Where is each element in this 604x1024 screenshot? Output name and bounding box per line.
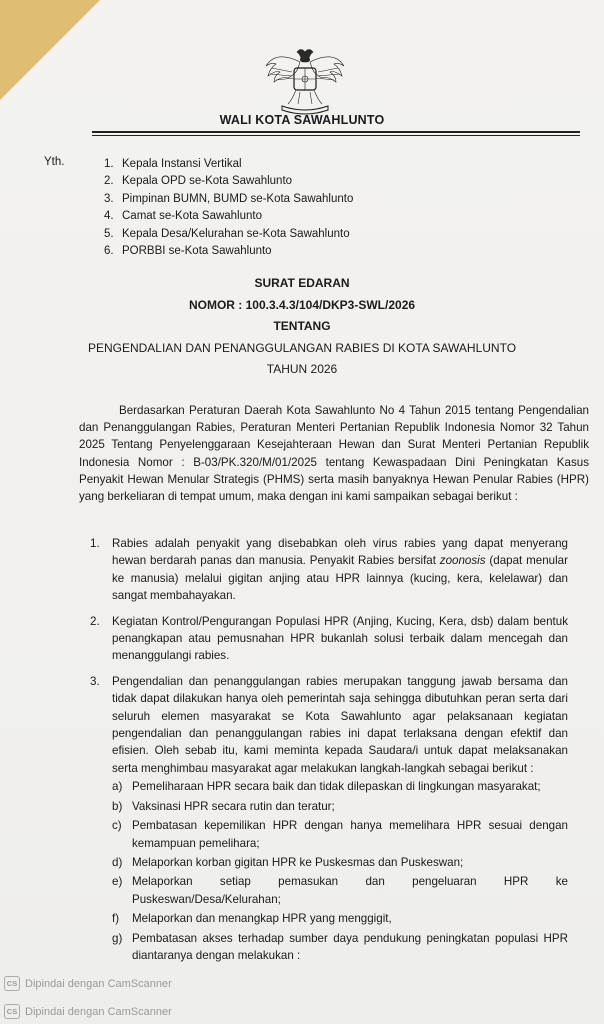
list-item-text: Kepala Desa/Kelurahan se-Kota Sawahlunto — [122, 227, 350, 240]
sub-list-letter: c) — [112, 819, 122, 833]
list-item-number: 5. — [104, 227, 114, 240]
sub-list-letter: g) — [112, 931, 123, 945]
document-number: NOMOR : 100.3.4.3/104/DKP3-SWL/2026 — [188, 298, 416, 312]
list-item-body — [112, 673, 568, 967]
sub-list-letter: f) — [112, 912, 120, 926]
list-item — [90, 673, 568, 967]
list-item — [90, 535, 568, 605]
camscanner-watermark — [4, 976, 172, 991]
list-item-number: 2. — [90, 614, 100, 628]
points-list — [90, 535, 568, 974]
intro-text: Berdasarkan Peraturan Daerah Kota Sawahlunto No 4 Tahun 2015 tentang Pengendalian dan Penanggulangan Rabies, Peraturan Menteri Pertanian Republik Indonesia Nomor 32 Tahun 2025 Tentang Penyelenggaraan Kesejahteraan Hewan dan Surat Menteri Pertanian Republik Indonesia Nomor : B-03/PK.320/M/01/2025 tentang Kewaspadaan Dini Peningkatan Kasus Penyakit Hewan Menular Strategis (PHMS) serta masih banyaknya Hewan Penular Rabies (HPR) yang berkeliaran di tempat umum, maka dengan ini kami sampaikan sebagai berikut : — [79, 404, 589, 504]
camscanner-icon: CS — [4, 976, 20, 991]
list-item — [104, 226, 353, 243]
list-item-number: 3. — [90, 674, 100, 688]
sub-list-letter: a) — [112, 780, 123, 794]
list-item-text: Rabies adalah penyakit yang disebabkan oleh virus rabies yang dapat menyerang hewan berdarah panas dan manusia. Penyakit Rabies bersifat zoonosis (dapat menular ke manusia) melalui gigitan anjing atau HPR lainnya (kucing, kera, kelelawar) dan sangat membahayakan. — [112, 537, 568, 603]
list-item — [104, 243, 353, 260]
list-item-text: Kepala Instansi Vertikal — [122, 158, 242, 170]
intro-paragraph — [79, 402, 589, 505]
sub-list-text: Pembatasan akses terhadap sumber daya pendukung peningkatan populasi HPR diantaranya dengan melakukan : — [132, 931, 568, 962]
sub-list-text: Pembatasan kepemilikan HPR dengan hanya memelihara HPR sesuai dengan kemampuan pemelihara; — [132, 819, 568, 850]
letterhead-title: WALI KOTA SAWAHLUNTO — [219, 113, 385, 127]
sub-list-text: Melaporkan korban gigitan HPR ke Puskesmas dan Puskeswan; — [132, 855, 464, 869]
list-item-text: Pimpinan BUMN, BUMD se-Kota Sawahlunto — [122, 192, 354, 205]
document-about: TENTANG — [273, 319, 331, 333]
watermark-text: Dipindai dengan CamScanner — [25, 977, 172, 990]
list-item-text: PORBBI se-Kota Sawahlunto — [122, 245, 272, 258]
sub-list-letter: b) — [112, 799, 123, 813]
sub-list-item — [112, 778, 568, 795]
sub-list-item — [112, 854, 568, 871]
list-item-text: Camat se-Kota Sawahlunto — [122, 210, 262, 223]
letterhead-rule-thin — [92, 135, 580, 136]
sub-list-text: Pemeliharaan HPR secara baik dan tidak dilepaskan di lingkungan masyarakat; — [132, 780, 541, 794]
sub-list-text: Melaporkan setiap pemasukan dan pengeluaran HPR ke Puskeswan/Desa/Kelurahan; — [132, 875, 568, 906]
list-item-number: 6. — [104, 245, 114, 258]
recipient-prefix: Yth. — [44, 156, 65, 168]
sub-list-item — [112, 873, 568, 908]
list-item — [90, 613, 568, 665]
sub-list-letter: e) — [112, 875, 123, 889]
list-item-number: 2. — [104, 175, 114, 188]
list-item-number: 1. — [90, 537, 100, 550]
camscanner-watermark — [4, 1004, 172, 1019]
document-type: SURAT EDARAN — [254, 276, 350, 290]
list-item-number: 4. — [104, 210, 114, 223]
watermark-text: Dipindai dengan CamScanner — [25, 1005, 172, 1018]
document-subject: PENGENDALIAN DAN PENANGGULANGAN RABIES DI KOTA SAWAHLUNTO — [87, 341, 517, 355]
list-item-text: Pengendalian dan penanggulangan rabies merupakan tanggung jawab bersama dan tidak dapat dilakukan hanya oleh pemerintah saja sehingga dibutuhkan peran serta dari seluruh elemen masyarakat se Kota Sawahlunto agar pelaksanaan kegiatan pengendalian dan penanggulangan rabies ini dapat terlaksana dengan efektif dan efisien. Oleh sebab itu, kami meminta kepada Saudara/i untuk dapat melaksanakan serta menghimbau masyarakat agar melakukan langkah-langkah sebagai berikut : — [112, 674, 568, 775]
list-item — [104, 208, 353, 225]
letterhead-rule-thick — [92, 131, 580, 133]
sub-list-item — [112, 910, 568, 927]
sub-list-text: Melaporkan dan menangkap HPR yang menggigit, — [132, 912, 392, 926]
list-item — [104, 156, 353, 173]
list-item-text: Kepala OPD se-Kota Sawahlunto — [122, 175, 293, 188]
sub-list-item — [112, 930, 568, 965]
document-year: TAHUN 2026 — [266, 362, 338, 376]
sub-list-item — [112, 798, 568, 815]
garuda-emblem-icon — [262, 46, 348, 116]
list-item — [104, 173, 353, 190]
sub-list-item — [112, 817, 568, 852]
sub-list-letter: d) — [112, 855, 123, 869]
recipient-list — [104, 156, 353, 260]
list-item-number: 3. — [104, 192, 114, 205]
sub-list-text: Vaksinasi HPR secara rutin dan teratur; — [132, 799, 335, 813]
page-corner-fold — [0, 0, 100, 100]
list-item — [104, 191, 353, 208]
list-item-number: 1. — [104, 158, 114, 170]
sub-list — [112, 778, 568, 964]
list-item-text: Kegiatan Kontrol/Pengurangan Populasi HPR (Anjing, Kucing, Kera, dsb) dalam bentuk penangkapan atau pemusnahan HPR bukanlah solusi terbaik dalam mencegah dan menanggulangi rabies. — [112, 614, 568, 663]
camscanner-icon: CS — [4, 1004, 20, 1019]
zoonosis-term: zoonosis — [439, 554, 486, 568]
